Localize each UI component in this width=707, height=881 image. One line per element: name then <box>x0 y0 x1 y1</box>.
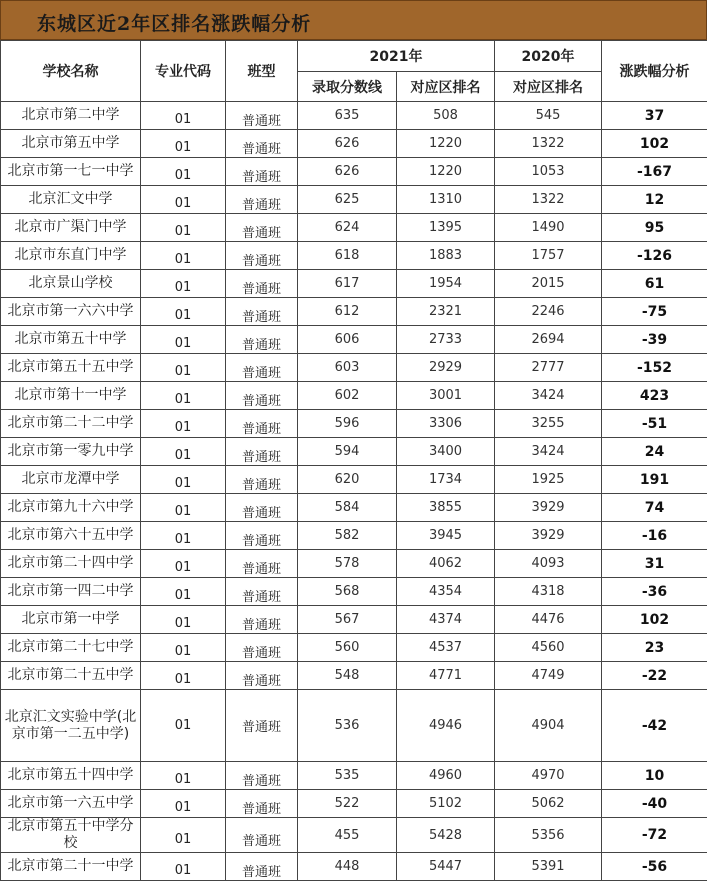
score-2021-cell: 625 <box>298 186 397 214</box>
school-name-cell: 北京市第十一中学 <box>1 382 141 410</box>
ranking-table <box>0 40 707 881</box>
major-code-cell: 01 <box>141 634 226 662</box>
rank-2021-cell: 1734 <box>397 466 495 494</box>
rank-2020-cell: 1322 <box>495 130 602 158</box>
header-rank-2020: 对应区排名 <box>495 72 602 102</box>
class-type-cell: 普通班 <box>226 550 298 578</box>
score-2021-cell: 606 <box>298 326 397 354</box>
rank-2020-cell: 3929 <box>495 494 602 522</box>
change-cell: -40 <box>602 790 707 818</box>
score-2021-cell: 624 <box>298 214 397 242</box>
rank-2020-cell: 2777 <box>495 354 602 382</box>
class-type-cell: 普通班 <box>226 298 298 326</box>
table-row <box>1 522 707 550</box>
rank-2021-cell: 4960 <box>397 762 495 790</box>
major-code-cell: 01 <box>141 690 226 762</box>
major-code-cell: 01 <box>141 662 226 690</box>
rank-2021-cell: 4374 <box>397 606 495 634</box>
table-row <box>1 158 707 186</box>
change-cell: -75 <box>602 298 707 326</box>
header-change: 涨跌幅分析 <box>602 41 707 102</box>
score-2021-cell: 635 <box>298 102 397 130</box>
class-type-cell: 普通班 <box>226 790 298 818</box>
school-name-cell: 北京市第一零九中学 <box>1 438 141 466</box>
school-name-cell: 北京市第二十四中学 <box>1 550 141 578</box>
class-type-cell: 普通班 <box>226 578 298 606</box>
score-2021-cell: 568 <box>298 578 397 606</box>
school-name-cell: 北京市第一六六中学 <box>1 298 141 326</box>
class-type-cell: 普通班 <box>226 382 298 410</box>
class-type-cell: 普通班 <box>226 354 298 382</box>
class-type-cell: 普通班 <box>226 762 298 790</box>
major-code-cell: 01 <box>141 466 226 494</box>
rank-2021-cell: 1220 <box>397 130 495 158</box>
change-cell: 61 <box>602 270 707 298</box>
class-type-cell: 普通班 <box>226 270 298 298</box>
class-type-cell: 普通班 <box>226 466 298 494</box>
rank-2021-cell: 3945 <box>397 522 495 550</box>
rank-2020-cell: 1925 <box>495 466 602 494</box>
major-code-cell: 01 <box>141 818 226 853</box>
rank-2020-cell: 2246 <box>495 298 602 326</box>
table-row <box>1 298 707 326</box>
rank-2020-cell: 2694 <box>495 326 602 354</box>
change-cell: 102 <box>602 606 707 634</box>
change-cell: 24 <box>602 438 707 466</box>
change-cell: -22 <box>602 662 707 690</box>
score-2021-cell: 448 <box>298 853 397 881</box>
school-name-cell: 北京市第一四二中学 <box>1 578 141 606</box>
change-cell: 95 <box>602 214 707 242</box>
change-cell: -16 <box>602 522 707 550</box>
score-2021-cell: 617 <box>298 270 397 298</box>
rank-2020-cell: 1757 <box>495 242 602 270</box>
change-cell: -152 <box>602 354 707 382</box>
class-type-cell: 普通班 <box>226 690 298 762</box>
change-cell: 191 <box>602 466 707 494</box>
table-row <box>1 466 707 494</box>
rank-2021-cell: 5102 <box>397 790 495 818</box>
major-code-cell: 01 <box>141 853 226 881</box>
header-school: 学校名称 <box>1 41 141 102</box>
score-2021-cell: 560 <box>298 634 397 662</box>
rank-2021-cell: 3855 <box>397 494 495 522</box>
major-code-cell: 01 <box>141 102 226 130</box>
major-code-cell: 01 <box>141 214 226 242</box>
change-cell: -42 <box>602 690 707 762</box>
header-score-2021: 录取分数线 <box>298 72 397 102</box>
major-code-cell: 01 <box>141 762 226 790</box>
rank-2020-cell: 545 <box>495 102 602 130</box>
class-type-cell: 普通班 <box>226 158 298 186</box>
class-type-cell: 普通班 <box>226 214 298 242</box>
rank-2020-cell: 4749 <box>495 662 602 690</box>
score-2021-cell: 582 <box>298 522 397 550</box>
rank-2021-cell: 4771 <box>397 662 495 690</box>
class-type-cell: 普通班 <box>226 634 298 662</box>
table-row <box>1 690 707 762</box>
header-rank-2021: 对应区排名 <box>397 72 495 102</box>
school-name-cell: 北京市第五十五中学 <box>1 354 141 382</box>
school-name-cell: 北京景山学校 <box>1 270 141 298</box>
change-cell: -126 <box>602 242 707 270</box>
major-code-cell: 01 <box>141 578 226 606</box>
change-cell: -72 <box>602 818 707 853</box>
change-cell: 12 <box>602 186 707 214</box>
school-name-cell: 北京汇文实验中学(北京市第一二五中学) <box>1 690 141 762</box>
school-name-cell: 北京市第一中学 <box>1 606 141 634</box>
score-2021-cell: 548 <box>298 662 397 690</box>
table-row <box>1 242 707 270</box>
header-year-2020: 2020年 <box>495 41 602 72</box>
major-code-cell: 01 <box>141 382 226 410</box>
score-2021-cell: 584 <box>298 494 397 522</box>
page-title: 东城区近2年区排名涨跌幅分析 <box>37 9 311 36</box>
school-name-cell: 北京市第六十五中学 <box>1 522 141 550</box>
class-type-cell: 普通班 <box>226 242 298 270</box>
school-name-cell: 北京市第二十二中学 <box>1 410 141 438</box>
score-2021-cell: 618 <box>298 242 397 270</box>
change-cell: 31 <box>602 550 707 578</box>
class-type-cell: 普通班 <box>226 606 298 634</box>
table-row <box>1 762 707 790</box>
rank-2021-cell: 2929 <box>397 354 495 382</box>
school-name-cell: 北京市第二中学 <box>1 102 141 130</box>
table-row <box>1 410 707 438</box>
rank-2020-cell: 1322 <box>495 186 602 214</box>
class-type-cell: 普通班 <box>226 326 298 354</box>
rank-2020-cell: 4904 <box>495 690 602 762</box>
major-code-cell: 01 <box>141 186 226 214</box>
score-2021-cell: 620 <box>298 466 397 494</box>
rank-2021-cell: 3306 <box>397 410 495 438</box>
change-cell: -36 <box>602 578 707 606</box>
rank-2021-cell: 1310 <box>397 186 495 214</box>
rank-2020-cell: 5062 <box>495 790 602 818</box>
major-code-cell: 01 <box>141 158 226 186</box>
rank-2021-cell: 4946 <box>397 690 495 762</box>
change-cell: -51 <box>602 410 707 438</box>
school-name-cell: 北京市东直门中学 <box>1 242 141 270</box>
rank-2020-cell: 4476 <box>495 606 602 634</box>
score-2021-cell: 522 <box>298 790 397 818</box>
rank-2021-cell: 5428 <box>397 818 495 853</box>
score-2021-cell: 535 <box>298 762 397 790</box>
rank-2020-cell: 3424 <box>495 382 602 410</box>
change-cell: 102 <box>602 130 707 158</box>
table-row <box>1 790 707 818</box>
major-code-cell: 01 <box>141 326 226 354</box>
school-name-cell: 北京市第一七一中学 <box>1 158 141 186</box>
school-name-cell: 北京市龙潭中学 <box>1 466 141 494</box>
rank-2020-cell: 5391 <box>495 853 602 881</box>
table-row <box>1 130 707 158</box>
table-row <box>1 382 707 410</box>
major-code-cell: 01 <box>141 790 226 818</box>
major-code-cell: 01 <box>141 242 226 270</box>
table-row <box>1 494 707 522</box>
table-row <box>1 853 707 881</box>
score-2021-cell: 578 <box>298 550 397 578</box>
class-type-cell: 普通班 <box>226 818 298 853</box>
class-type-cell: 普通班 <box>226 410 298 438</box>
class-type-cell: 普通班 <box>226 522 298 550</box>
rank-2021-cell: 1220 <box>397 158 495 186</box>
change-cell: 37 <box>602 102 707 130</box>
school-name-cell: 北京市广渠门中学 <box>1 214 141 242</box>
major-code-cell: 01 <box>141 550 226 578</box>
change-cell: 74 <box>602 494 707 522</box>
school-name-cell: 北京市第五十中学分校 <box>1 818 141 853</box>
class-type-cell: 普通班 <box>226 494 298 522</box>
rank-2020-cell: 1053 <box>495 158 602 186</box>
rank-2021-cell: 3400 <box>397 438 495 466</box>
school-name-cell: 北京市第五中学 <box>1 130 141 158</box>
school-name-cell: 北京市第五十中学 <box>1 326 141 354</box>
table-row <box>1 326 707 354</box>
rank-2021-cell: 1883 <box>397 242 495 270</box>
rank-2020-cell: 4093 <box>495 550 602 578</box>
score-2021-cell: 626 <box>298 130 397 158</box>
major-code-cell: 01 <box>141 410 226 438</box>
class-type-cell: 普通班 <box>226 662 298 690</box>
header-code: 专业代码 <box>141 41 226 102</box>
school-name-cell: 北京汇文中学 <box>1 186 141 214</box>
rank-2020-cell: 1490 <box>495 214 602 242</box>
change-cell: -39 <box>602 326 707 354</box>
change-cell: -167 <box>602 158 707 186</box>
rank-2021-cell: 1954 <box>397 270 495 298</box>
table-row <box>1 606 707 634</box>
table-row <box>1 214 707 242</box>
rank-2021-cell: 2733 <box>397 326 495 354</box>
change-cell: 10 <box>602 762 707 790</box>
class-type-cell: 普通班 <box>226 186 298 214</box>
table-row <box>1 578 707 606</box>
score-2021-cell: 536 <box>298 690 397 762</box>
header-type: 班型 <box>226 41 298 102</box>
rank-2021-cell: 2321 <box>397 298 495 326</box>
rank-2020-cell: 5356 <box>495 818 602 853</box>
score-2021-cell: 612 <box>298 298 397 326</box>
major-code-cell: 01 <box>141 494 226 522</box>
school-name-cell: 北京市第二十七中学 <box>1 634 141 662</box>
rank-2021-cell: 508 <box>397 102 495 130</box>
class-type-cell: 普通班 <box>226 438 298 466</box>
class-type-cell: 普通班 <box>226 853 298 881</box>
rank-2021-cell: 5447 <box>397 853 495 881</box>
table-body <box>1 102 707 881</box>
rank-2020-cell: 3424 <box>495 438 602 466</box>
score-2021-cell: 603 <box>298 354 397 382</box>
rank-2021-cell: 1395 <box>397 214 495 242</box>
major-code-cell: 01 <box>141 270 226 298</box>
table-row <box>1 354 707 382</box>
header-year-2021: 2021年 <box>298 41 495 72</box>
change-cell: 23 <box>602 634 707 662</box>
class-type-cell: 普通班 <box>226 130 298 158</box>
major-code-cell: 01 <box>141 130 226 158</box>
rank-2020-cell: 3929 <box>495 522 602 550</box>
major-code-cell: 01 <box>141 438 226 466</box>
table-row <box>1 550 707 578</box>
school-name-cell: 北京市第五十四中学 <box>1 762 141 790</box>
change-cell: -56 <box>602 853 707 881</box>
rank-2021-cell: 4354 <box>397 578 495 606</box>
score-2021-cell: 626 <box>298 158 397 186</box>
major-code-cell: 01 <box>141 606 226 634</box>
rank-2021-cell: 3001 <box>397 382 495 410</box>
table-row <box>1 270 707 298</box>
score-2021-cell: 455 <box>298 818 397 853</box>
table-row <box>1 438 707 466</box>
rank-2020-cell: 4560 <box>495 634 602 662</box>
major-code-cell: 01 <box>141 522 226 550</box>
table-row <box>1 634 707 662</box>
table-row <box>1 102 707 130</box>
score-2021-cell: 596 <box>298 410 397 438</box>
major-code-cell: 01 <box>141 354 226 382</box>
rank-2020-cell: 2015 <box>495 270 602 298</box>
rank-2020-cell: 4318 <box>495 578 602 606</box>
rank-2021-cell: 4537 <box>397 634 495 662</box>
table-row <box>1 186 707 214</box>
rank-2021-cell: 4062 <box>397 550 495 578</box>
school-name-cell: 北京市第九十六中学 <box>1 494 141 522</box>
class-type-cell: 普通班 <box>226 102 298 130</box>
rank-2020-cell: 4970 <box>495 762 602 790</box>
rank-2020-cell: 3255 <box>495 410 602 438</box>
title-bar <box>0 0 707 40</box>
school-name-cell: 北京市第二十五中学 <box>1 662 141 690</box>
score-2021-cell: 594 <box>298 438 397 466</box>
change-cell: 423 <box>602 382 707 410</box>
major-code-cell: 01 <box>141 298 226 326</box>
school-name-cell: 北京市第二十一中学 <box>1 853 141 881</box>
score-2021-cell: 602 <box>298 382 397 410</box>
table-row <box>1 662 707 690</box>
score-2021-cell: 567 <box>298 606 397 634</box>
school-name-cell: 北京市第一六五中学 <box>1 790 141 818</box>
